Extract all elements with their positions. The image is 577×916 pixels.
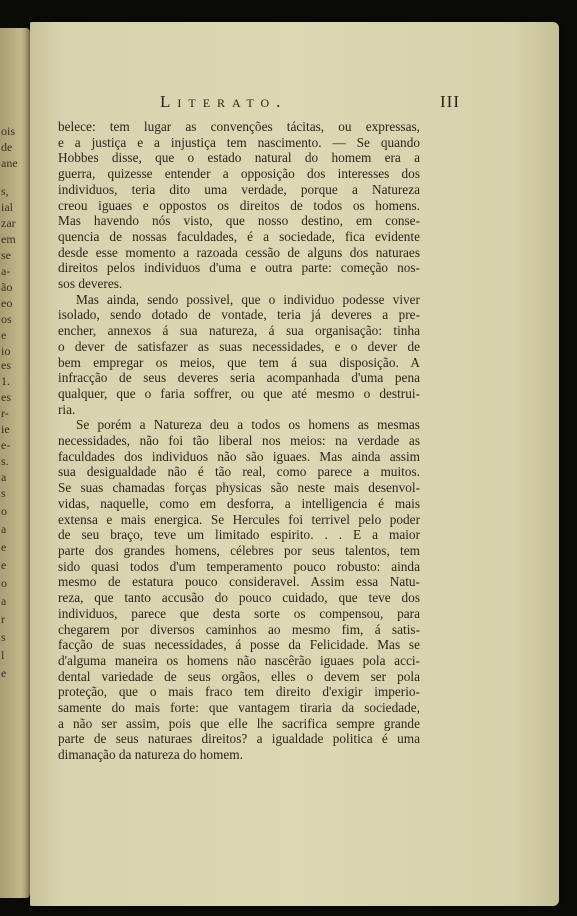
text-line: guerra, quizesse entender a opposição dos interesses dos: [58, 166, 420, 182]
text-line: parte dos grandes homens, célebres por seus talentos, tem: [58, 542, 420, 558]
text-line: individuos, parece que desta sorte os compensou, para: [58, 605, 420, 621]
text-line: extensa e mais energica. Se Hercules foi terrivel pelo poder: [58, 511, 420, 527]
previous-page-fragment: e: [1, 540, 7, 554]
text-line: o dever de satisfazer as suas necessidades, e o dever de: [58, 338, 420, 354]
previous-page-fragment: a-: [1, 264, 11, 278]
text-line: d'alguma maneira os homens não nascêrão iguaes pola acci-: [58, 652, 420, 668]
text-line: de seu braço, teve um limitado espirito. . . E a maior: [58, 527, 420, 543]
previous-page-fragment: ois: [1, 124, 16, 138]
previous-page-fragment: a: [1, 470, 7, 484]
text-line: mesmo de estatura pouco consideravel. Assim essa Natu-: [58, 574, 420, 590]
text-line: qualquer, que o faria soffrer, ou que até mesmo o destrui-: [58, 385, 420, 401]
text-line: e a justiça e a injustiça tem nascimento. — Se quando: [58, 134, 420, 150]
previous-page-fragment: eo: [1, 296, 13, 310]
previous-page-fragment: a: [1, 522, 7, 536]
previous-page-fragment: o: [1, 504, 7, 518]
text-line: direitos pelos individuos d'uma e outra parte: começão nos-: [58, 260, 420, 276]
text-line: individuos, teria dito uma verdade, porque a Natureza: [58, 181, 420, 197]
previous-page-fragment: l: [1, 648, 5, 662]
previous-page-fragment: ão: [1, 280, 13, 294]
text-line: sos deveres.: [58, 276, 123, 292]
previous-page-fragment: de: [1, 140, 13, 154]
text-line: facção de suas necessidades, á posse da Felicidade. Mas se: [58, 637, 420, 653]
text-line: Se porém a Natureza deu a todos os homens as mesmas: [76, 417, 420, 433]
previous-page-fragment: e-: [1, 438, 11, 452]
text-line: quencia de nossas faculdades, é a sociedade, fica evidente: [58, 228, 420, 244]
text-line: dimanação da natureza do homem.: [58, 747, 243, 763]
text-line: creou iguaes e oppostos os direitos de todos os homens.: [58, 197, 420, 213]
text-line: vidas, naquelle, como em desforra, a intelligencia é mais: [58, 495, 420, 511]
previous-page-fragment: 1.: [1, 374, 10, 388]
previous-page-fragment: e: [1, 666, 7, 680]
previous-page-fragment: a: [1, 594, 7, 608]
text-line: ria.: [58, 401, 76, 417]
previous-page-fragment: ane: [1, 156, 18, 170]
running-title: Literato.: [160, 92, 288, 111]
previous-page-fragment: e: [1, 558, 7, 572]
paragraph: [58, 417, 420, 762]
text-line: desde esse momento a razoada cessão de alguns dos naturaes: [58, 244, 420, 260]
text-line: samente do mais forte: que vantagem tiraria da sociedade,: [58, 700, 420, 716]
previous-page-fragment: s,: [1, 184, 9, 198]
previous-page-fragment: em: [1, 232, 16, 246]
text-line: Se suas chamadas forças physicas são neste mais desenvol-: [58, 480, 420, 496]
text-line: a não ser assim, pois que elle lhe sacrifica sempre grande: [58, 715, 420, 731]
previous-page-fragment: s: [1, 630, 6, 644]
text-line: sua desigualdade não é tão real, como parece a muitos.: [58, 464, 420, 480]
previous-page-fragment: io: [1, 344, 11, 358]
previous-page-fragment: o: [1, 576, 7, 590]
text-line: infracção de seus deveres seria acompanhada d'uma pena: [58, 370, 420, 386]
previous-page-fragment: ie: [1, 422, 10, 436]
text-line: reza, que tanto accusão do pouco cuidado, que teve dos: [58, 590, 420, 606]
previous-page-fragment: zar: [1, 216, 16, 230]
text-line: belece: tem lugar as convenções tácitas, ou expressas,: [58, 119, 420, 134]
previous-page-fragment: es: [1, 390, 11, 404]
text-line: encher, annexos á sua natureza, á sua organisação: tinha: [58, 323, 420, 339]
text-line: Hobbes disse, que o estado natural do homem era a: [58, 150, 420, 166]
text-line: dental variedade de seus orgãos, elles o devem ser pola: [58, 668, 420, 684]
text-line: proteção, que o mais fraco tem direito d'exigir imperio-: [58, 684, 420, 700]
text-line: isolado, sendo dotado de vontade, teria já deveres a pre-: [58, 307, 420, 323]
previous-page-fragment: r: [1, 612, 5, 626]
previous-page-fragment: e: [1, 328, 7, 342]
previous-page-edge: [0, 28, 30, 898]
text-line: bem empregar os meios, que tem á sua disposição. A: [58, 354, 420, 370]
previous-page-fragment: r-: [1, 406, 9, 420]
page-number: III: [440, 92, 460, 111]
previous-page-fragment: es: [1, 358, 11, 372]
text-line: chegarem por diversos caminhos ao mesmo fim, á satis-: [58, 621, 420, 637]
text-line: faculdades dos individuos não são iguaes. Mas ainda assim: [58, 448, 420, 464]
previous-page-fragment: s: [1, 486, 6, 500]
paragraph: [58, 292, 420, 418]
previous-page-fragment: s.: [1, 454, 9, 468]
previous-page-fragment: se: [1, 248, 11, 262]
previous-page-fragment: ial: [1, 200, 13, 214]
book-page: [30, 22, 559, 906]
running-head: [160, 92, 460, 114]
text-line: necessidades, não foi tão liberal nos meios: na verdade as: [58, 433, 420, 449]
body-text: [58, 119, 420, 763]
previous-page-fragment: os: [1, 312, 12, 326]
text-line: parte de seus naturaes direitos? a igualdade politica é uma: [58, 731, 420, 747]
text-line: Mas ainda, sendo possivel, que o individuo podesse viver: [76, 291, 420, 307]
paragraph: [58, 119, 420, 292]
text-line: sido quasi todos d'um temperamento pouco robusto: ainda: [58, 558, 420, 574]
text-line: Mas havendo nós visto, que nosso destino, em conse-: [58, 213, 420, 229]
